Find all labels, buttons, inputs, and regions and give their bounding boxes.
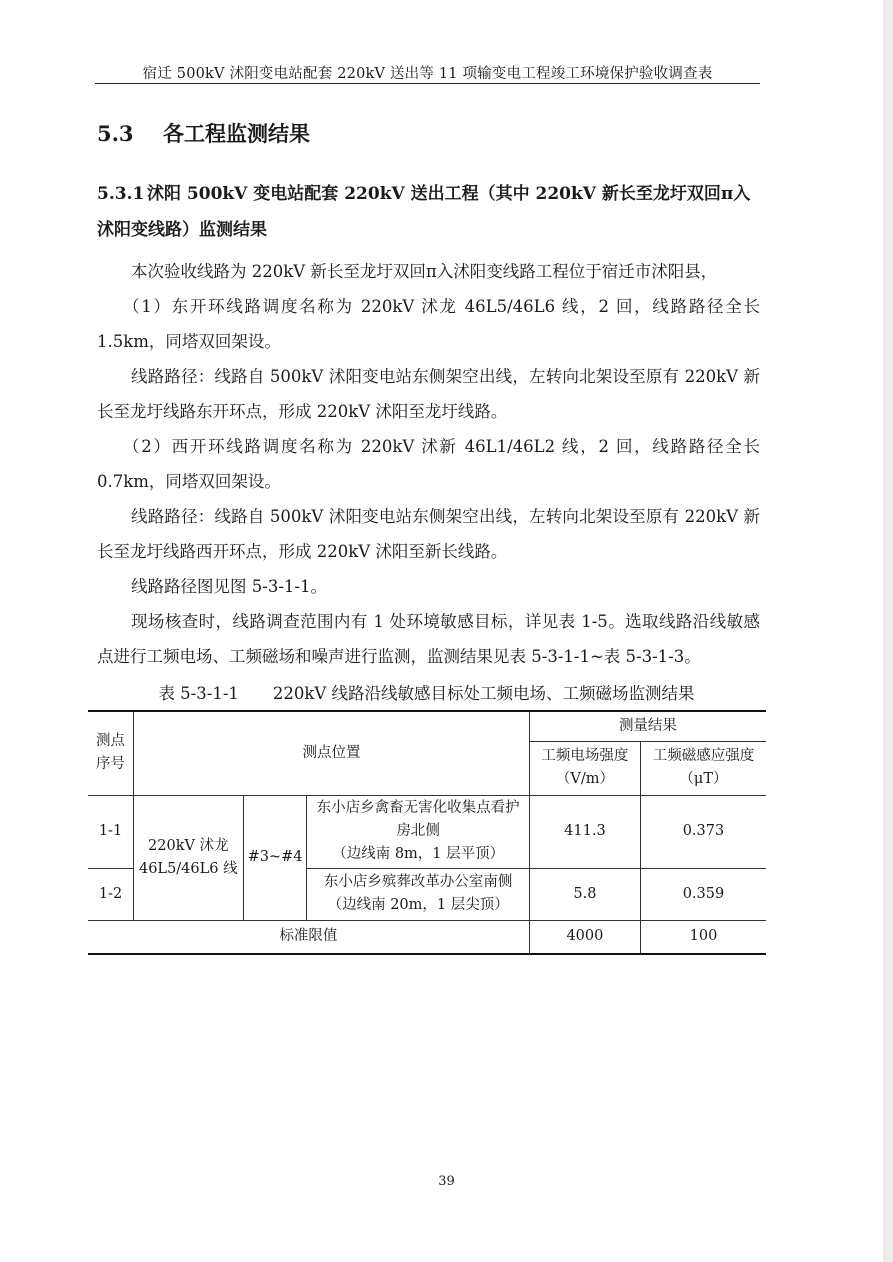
- row-id: 1-2: [88, 868, 134, 920]
- paragraph: （2）西开环线路调度名称为 220kV 沭新 46L1/46L2 线，2 回，线路路径全长 0.7km，同塔双回架设。: [97, 437, 760, 491]
- paragraph: 现场核查时，线路调查范围内有 1 处环境敏感目标，详见表 1-5。选取线路沿线敏感点进行工频电场、工频磁场和噪声进行监测，监测结果见表 5-3-1-1~表 5-3-1-3。: [97, 612, 760, 666]
- table-header-row: [88, 711, 766, 741]
- table-caption: [88, 680, 765, 704]
- tower-cell: #3~#4: [243, 795, 307, 920]
- paragraph: 本次验收线路为 220kV 新长至龙圩双回π入沭阳变线路工程位于宿迁市沭阳县，: [131, 262, 718, 281]
- table-caption-number: 表 5-3-1-1: [158, 684, 239, 703]
- subsection-number: 5.3.1: [97, 184, 145, 204]
- paragraph: 线路路径：线路自 500kV 沭阳变电站东侧架空出线，左转向北架设至原有 220kV 新长至龙圩线路东开环点，形成 220kV 沭阳至龙圩线路。: [97, 367, 760, 421]
- page-edge-shadow: [883, 0, 893, 1262]
- table-row: [88, 795, 766, 868]
- body-text: [97, 254, 760, 674]
- header-efield: 工频电场强度 （V/m）: [529, 741, 640, 795]
- bfield-value: 0.373: [640, 795, 766, 868]
- paragraph: 线路路径图见图 5-3-1-1。: [131, 577, 327, 596]
- subsection-heading: [97, 176, 762, 248]
- efield-value: 411.3: [529, 795, 640, 868]
- header-location: 测点位置: [134, 711, 530, 795]
- table-caption-title: 220kV 线路沿线敏感目标处工频电场、工频磁场监测结果: [272, 684, 695, 703]
- location-cell: 东小店乡禽畜无害化收集点看护房北侧 （边线南 8m，1 层平顶）: [307, 795, 529, 868]
- section-title: 各工程监测结果: [163, 121, 310, 146]
- limit-row: [88, 920, 766, 954]
- running-header: 宿迁 500kV 沭阳变电站配套 220kV 送出等 11 项输变电工程竣工环境保护验收调查表: [142, 66, 713, 82]
- monitoring-results-table: [88, 710, 766, 955]
- page-number: 39: [438, 1174, 455, 1189]
- limit-bfield: 100: [640, 920, 766, 954]
- section-number: 5.3: [97, 121, 134, 146]
- header-bfield: 工频磁感应强度 （μT）: [640, 741, 766, 795]
- subsection-title: 沭阳 500kV 变电站配套 220kV 送出工程（其中 220kV 新长至龙圩双回π入沭阳变线路）监测结果: [97, 184, 751, 240]
- section-heading: [97, 118, 310, 148]
- paragraph: （1）东开环线路调度名称为 220kV 沭龙 46L5/46L6 线，2 回，线路路径全长 1.5km，同塔双回架设。: [97, 297, 760, 351]
- efield-value: 5.8: [529, 868, 640, 920]
- location-cell: 东小店乡殡葬改革办公室南侧 （边线南 20m，1 层尖顶）: [307, 868, 529, 920]
- header-rule: [95, 83, 760, 84]
- row-id: 1-1: [88, 795, 134, 868]
- limit-efield: 4000: [529, 920, 640, 954]
- header-measurement-result: 测量结果: [529, 711, 766, 741]
- bfield-value: 0.359: [640, 868, 766, 920]
- limit-label: 标准限值: [88, 920, 529, 954]
- paragraph: 线路路径：线路自 500kV 沭阳变电站东侧架空出线，左转向北架设至原有 220kV 新长至龙圩线路西开环点，形成 220kV 沭阳至新长线路。: [97, 507, 760, 561]
- header-point-id: 测点序号: [88, 711, 134, 795]
- line-name-cell: 220kV 沭龙 46L5/46L6 线: [134, 795, 244, 920]
